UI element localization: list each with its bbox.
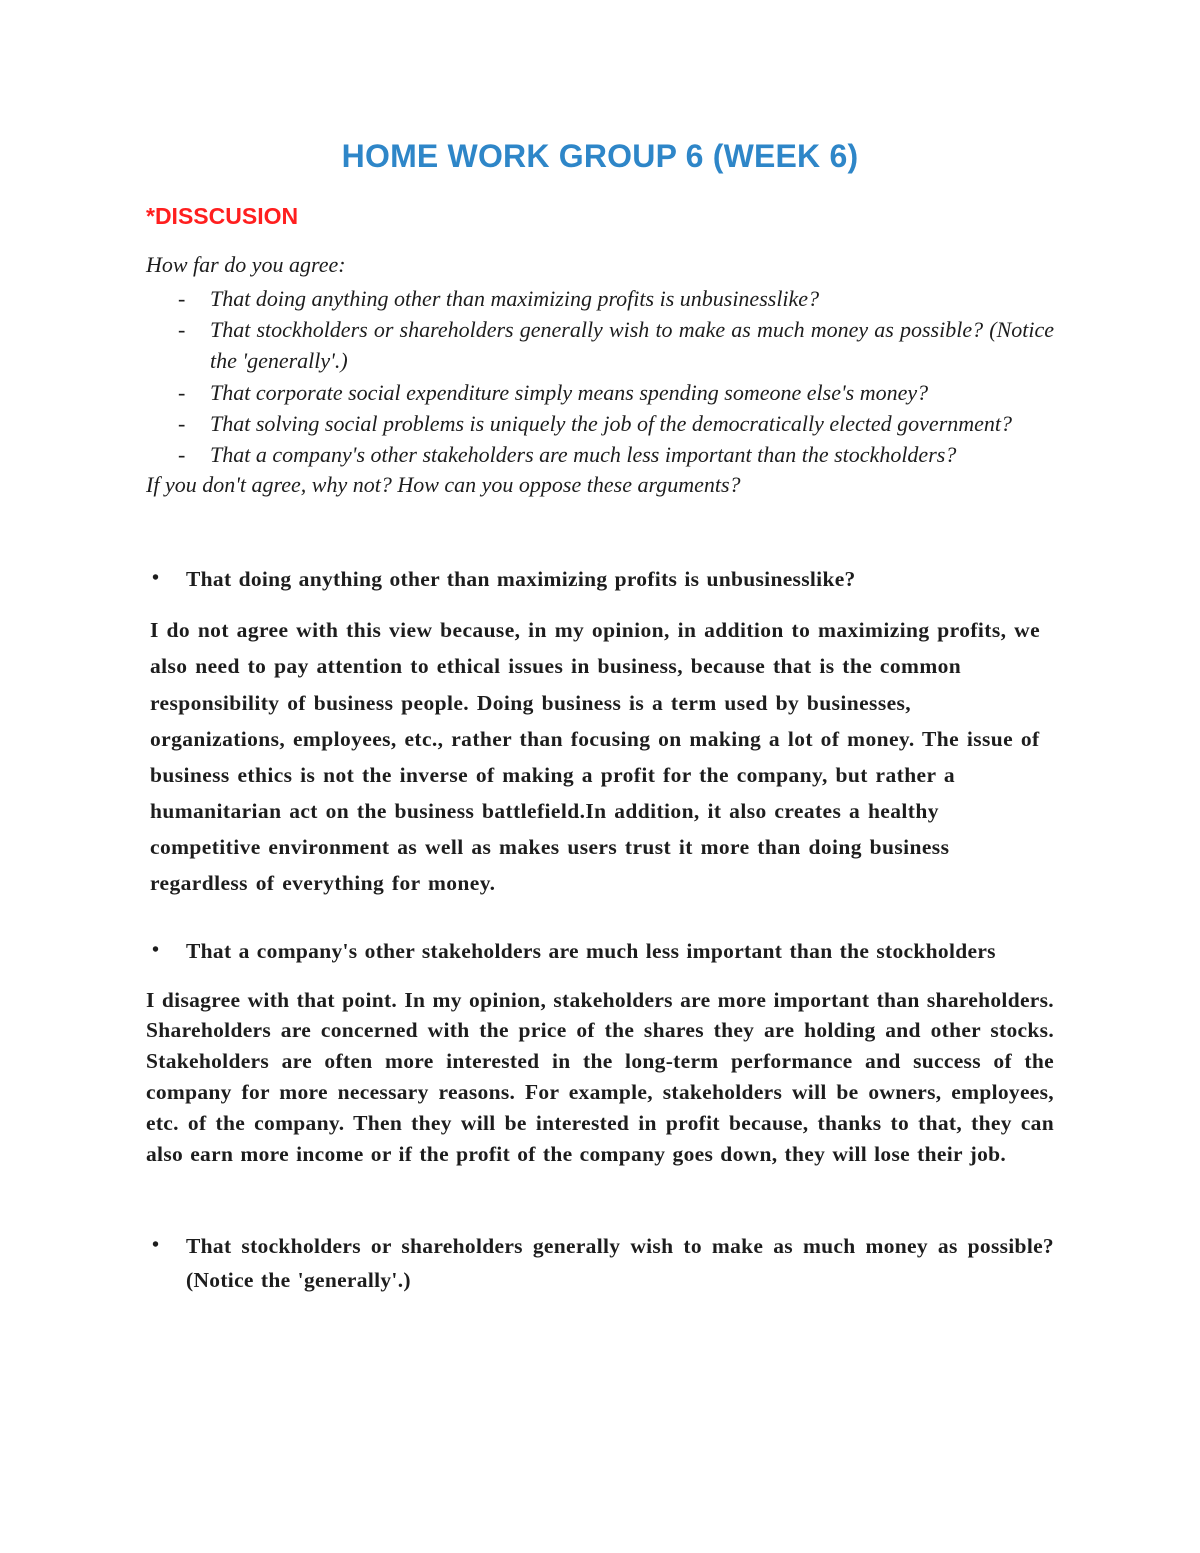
answer-body: I disagree with that point. In my opinion, stakeholders are more important than shareholders. Shareholders are concerned with the price of the shares they are holding and other stocks. Stakeholders are often more interested in the long-term performance and success of the company for more necessary reasons. For example, stakeholders will be owners, employees, etc. of the company. Then they will be interested in profit because, thanks to that, they can also earn more income or if the profit of the company goes down, they will lose their job. bbox=[146, 987, 1054, 1167]
question-text: That corporate social expenditure simply means spending someone else's money? bbox=[210, 379, 929, 405]
spacer bbox=[146, 543, 1054, 563]
answer-section bbox=[146, 563, 1054, 901]
dash-marker: - bbox=[178, 410, 186, 436]
question-list bbox=[146, 283, 1054, 470]
question-text: That a company's other stakeholders are much less important than the stockholders? bbox=[210, 441, 957, 467]
answer-section bbox=[146, 935, 1054, 1170]
question-text: That doing anything other than maximizing profits is unbusinesslike? bbox=[210, 285, 820, 311]
discussion-label: *DISSCUSION bbox=[146, 203, 299, 229]
answer-body: I do not agree with this view because, in my opinion, in addition to maximizing profits, we also need to pay attention to ethical issues in business, because that is the common responsibility of business people. Doing business is a term used by businesses, organizations, employees, etc., rather than focusing on making a lot of money. The issue of business ethics is not the inverse of making a profit for the company, but rather a humanitarian act on the business battlefield.In addition, it also creates a healthy competitive environment as well as makes users trust it more than doing business regardless of everything for money. bbox=[150, 618, 1041, 896]
answer-heading-text: That doing anything other than maximizing profits is unbusinesslike? bbox=[186, 567, 856, 591]
bullet-marker: • bbox=[152, 939, 160, 962]
question-text: That stockholders or shareholders generally wish to make as much money as possible? (Notice the 'generally'.) bbox=[210, 317, 1054, 374]
bullet-marker: • bbox=[152, 567, 160, 589]
page-title: HOME WORK GROUP 6 (WEEK 6) bbox=[341, 138, 859, 174]
spacer bbox=[146, 1204, 1054, 1230]
question-item bbox=[146, 408, 1054, 439]
question-item bbox=[146, 439, 1054, 470]
dash-marker: - bbox=[178, 441, 186, 467]
answer-heading-text: That stockholders or shareholders generally wish to make as much money as possible? (Notice the 'generally'.) bbox=[186, 1234, 1054, 1292]
question-text: That solving social problems is uniquely the job of the democratically elected government? bbox=[210, 410, 1013, 436]
intro-line: How far do you agree: bbox=[146, 252, 346, 277]
answer-heading bbox=[146, 563, 1054, 596]
dash-marker: - bbox=[178, 317, 186, 343]
answer-heading bbox=[146, 935, 1054, 968]
answer-section bbox=[146, 1230, 1054, 1297]
closing-line: If you don't agree, why not? How can you oppose these arguments? bbox=[146, 472, 741, 498]
dash-marker: - bbox=[178, 379, 186, 405]
question-item bbox=[146, 377, 1054, 408]
answer-heading-text: That a company's other stakeholders are much less important than the stockholders bbox=[186, 939, 996, 964]
question-item bbox=[146, 283, 1054, 314]
question-item bbox=[146, 314, 1054, 376]
dash-marker: - bbox=[178, 285, 186, 311]
answer-heading bbox=[146, 1230, 1054, 1297]
bullet-marker: • bbox=[152, 1234, 160, 1257]
